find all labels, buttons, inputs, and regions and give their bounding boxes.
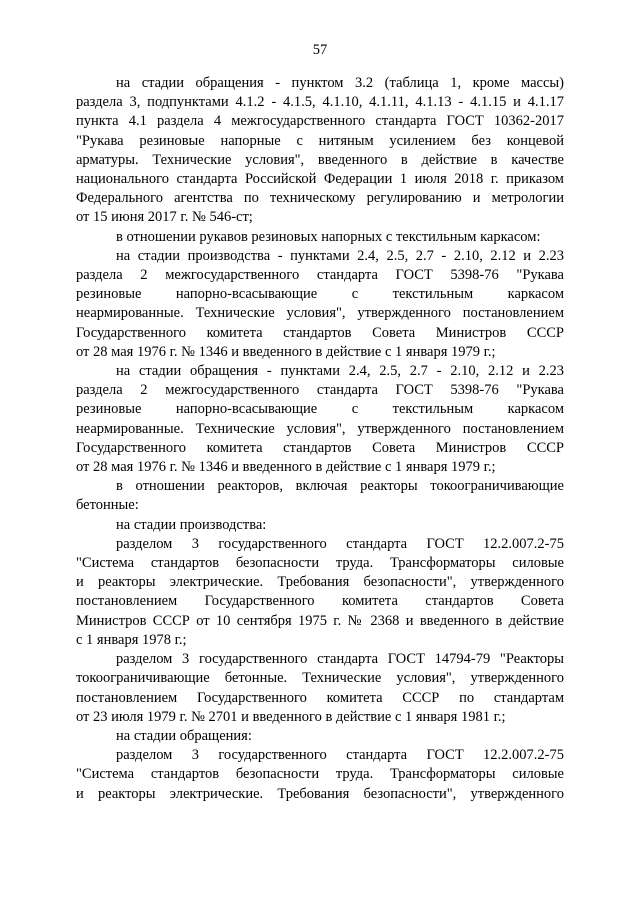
text-line: от 28 мая 1976 г. № 1346 и введенного в действие с 1 января 1979 г.; xyxy=(76,459,496,476)
text-line: раздела 2 межгосударственного стандарта ГОСТ 5398-76 "Рукава xyxy=(76,382,564,399)
text-line: токоограничивающие бетонные. Технические условия", утвержденного xyxy=(76,670,564,687)
text-line: "Система стандартов безопасности труда. Трансформаторы силовые xyxy=(76,555,564,572)
text-line: Министров СССР от 10 сентября 1975 г. № 2368 и введенного в действие xyxy=(76,612,564,629)
document-body xyxy=(76,74,564,804)
text-line: разделом 3 государственного стандарта ГОСТ 12.2.007.2-75 xyxy=(116,535,564,552)
text-line: на стадии обращения - пунктами 2.4, 2.5, 2.7 - 2.10, 2.12 и 2.23 xyxy=(116,363,564,380)
text-line: постановлением Государственного комитета стандартов Совета xyxy=(76,593,564,610)
text-line: и реакторы электрические. Требования безопасности", утвержденного xyxy=(76,785,564,802)
text-line: постановлением Государственного комитета СССР по стандартам xyxy=(76,689,564,706)
text-line: "Рукава резиновые напорные с нитяным усилением без концевой xyxy=(76,132,564,149)
text-line: от 23 июля 1979 г. № 2701 и введенного в действие с 1 января 1981 г.; xyxy=(76,708,506,725)
text-line: Государственного комитета стандартов Совета Министров СССР xyxy=(76,324,564,341)
text-line: Государственного комитета стандартов Совета Министров СССР xyxy=(76,439,564,456)
text-line: резиновые напорно-всасывающие с текстильным каркасом xyxy=(76,286,564,303)
text-line: на стадии производства - пунктами 2.4, 2.5, 2.7 - 2.10, 2.12 и 2.23 xyxy=(116,247,564,264)
text-line: от 28 мая 1976 г. № 1346 и введенного в действие с 1 января 1979 г.; xyxy=(76,343,496,360)
text-line: бетонные: xyxy=(76,497,139,514)
text-line: пункта 4.1 раздела 4 межгосударственного стандарта ГОСТ 10362-2017 xyxy=(76,113,564,130)
text-line: резиновые напорно-всасывающие с текстильным каркасом xyxy=(76,401,564,418)
text-line: неармированные. Технические условия", утвержденного постановлением xyxy=(76,420,564,437)
text-line: раздела 2 межгосударственного стандарта ГОСТ 5398-76 "Рукава xyxy=(76,267,564,284)
text-line: "Система стандартов безопасности труда. Трансформаторы силовые xyxy=(76,766,564,783)
text-line: Федерального агентства по техническому регулированию и метрологии xyxy=(76,190,564,207)
text-line: арматуры. Технические условия", введенного в действие в качестве xyxy=(76,151,564,168)
text-line: разделом 3 государственного стандарта ГОСТ 14794-79 "Реакторы xyxy=(116,651,564,668)
text-line: в отношении реакторов, включая реакторы токоограничивающие xyxy=(116,478,564,495)
text-line: в отношении рукавов резиновых напорных с текстильным каркасом: xyxy=(116,228,541,245)
text-line: национального стандарта Российской Федерации 1 июля 2018 г. приказом xyxy=(76,171,564,188)
text-line: раздела 3, подпунктами 4.1.2 - 4.1.5, 4.1.10, 4.1.11, 4.1.13 - 4.1.15 и 4.1.17 xyxy=(76,94,564,111)
text-line: на стадии обращения: xyxy=(116,727,252,744)
text-line: неармированные. Технические условия", утвержденного постановлением xyxy=(76,305,564,322)
text-line: с 1 января 1978 г.; xyxy=(76,631,187,648)
text-line: и реакторы электрические. Требования безопасности", утвержденного xyxy=(76,574,564,591)
text-line: от 15 июня 2017 г. № 546-ст; xyxy=(76,209,253,226)
text-line: на стадии производства: xyxy=(116,516,267,533)
page-number: 57 xyxy=(312,42,328,58)
text-line: разделом 3 государственного стандарта ГОСТ 12.2.007.2-75 xyxy=(116,747,564,764)
text-line: на стадии обращения - пунктом 3.2 (таблица 1, кроме массы) xyxy=(116,75,564,91)
